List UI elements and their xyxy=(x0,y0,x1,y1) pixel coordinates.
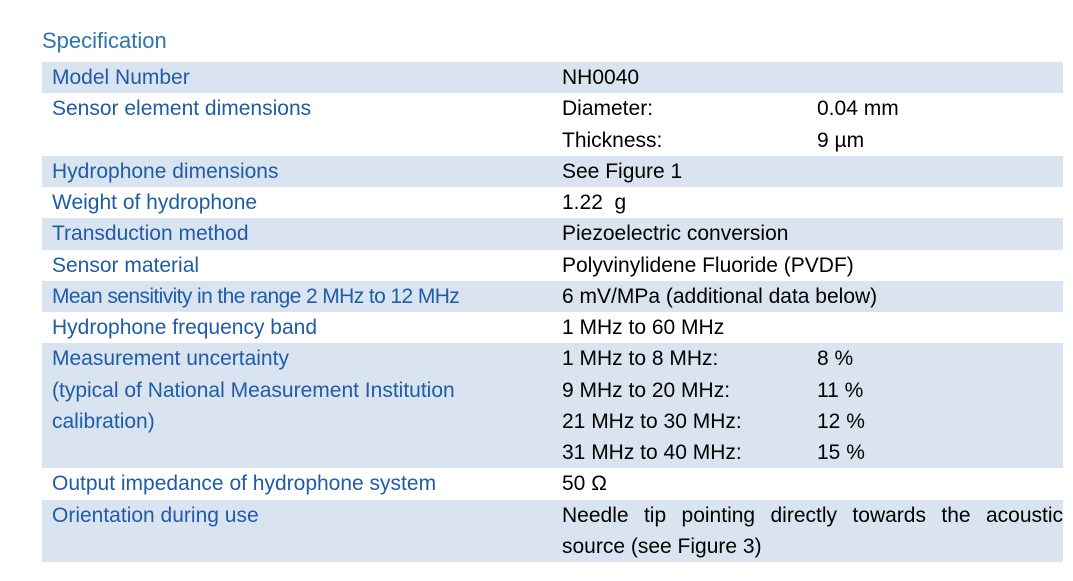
row-label: Weight of hydrophone xyxy=(52,191,258,214)
row-value xyxy=(552,343,1063,468)
row-label: Mean sensitivity in the range 2 MHz to 12 MHz xyxy=(42,281,552,312)
table-row xyxy=(42,312,1063,343)
uncertainty-value: 15 % xyxy=(817,441,865,464)
row-value: Needle tip pointing directly towards the acoustic source (see Figure 3) xyxy=(552,500,1063,563)
table-row xyxy=(42,93,1063,156)
thickness-value: 9 µm xyxy=(817,128,865,152)
uncertainty-range: 1 MHz to 8 MHz: xyxy=(562,347,719,371)
diameter-value: 0.04 mm xyxy=(817,97,899,121)
row-label: Sensor material xyxy=(52,253,200,277)
diameter-key: Diameter: xyxy=(562,97,654,121)
uncertainty-label-line: calibration) xyxy=(52,409,155,433)
table-row xyxy=(42,62,1063,93)
table-row xyxy=(42,218,1063,249)
thickness-key: Thickness: xyxy=(562,128,663,152)
row-value: 1 MHz to 60 MHz xyxy=(562,316,725,339)
table-row xyxy=(42,250,1063,281)
row-label xyxy=(42,343,552,468)
table-row xyxy=(42,156,1063,187)
table-row xyxy=(42,343,1063,468)
row-label: Output impedance of hydrophone system xyxy=(52,472,437,496)
uncertainty-value: 12 % xyxy=(817,409,865,433)
table-row xyxy=(42,281,1063,312)
uncertainty-range: 9 MHz to 20 MHz: xyxy=(562,378,731,402)
row-value: 50 Ω xyxy=(562,472,607,496)
table-row xyxy=(42,468,1063,499)
uncertainty-value: 8 % xyxy=(817,347,854,371)
table-row xyxy=(42,187,1063,218)
row-label: Hydrophone dimensions xyxy=(42,156,552,187)
row-value xyxy=(552,93,1063,156)
table-row xyxy=(42,500,1063,563)
uncertainty-range: 31 MHz to 40 MHz: xyxy=(562,441,742,464)
row-value: Polyvinylidene Fluoride (PVDF) xyxy=(562,253,854,277)
row-value: Piezoelectric conversion xyxy=(552,218,1063,249)
row-value: 1.22 g xyxy=(562,191,627,214)
row-value: 6 mV/MPa (additional data below) xyxy=(552,281,1063,312)
row-label: Orientation during use xyxy=(42,500,552,563)
specification-table xyxy=(42,62,1063,562)
uncertainty-label-line: Measurement uncertainty xyxy=(52,347,289,371)
section-title: Specification xyxy=(42,28,167,53)
row-label: Transduction method xyxy=(42,218,552,249)
row-value: NH0040 xyxy=(552,62,1063,93)
uncertainty-label-line: (typical of National Measurement Institution xyxy=(52,378,455,402)
uncertainty-value: 11 % xyxy=(817,378,864,402)
row-label: Sensor element dimensions xyxy=(52,97,312,121)
uncertainty-range: 21 MHz to 30 MHz: xyxy=(562,409,742,433)
row-label: Model Number xyxy=(42,62,552,93)
row-value: See Figure 1 xyxy=(552,156,1063,187)
row-label: Hydrophone frequency band xyxy=(52,316,318,339)
